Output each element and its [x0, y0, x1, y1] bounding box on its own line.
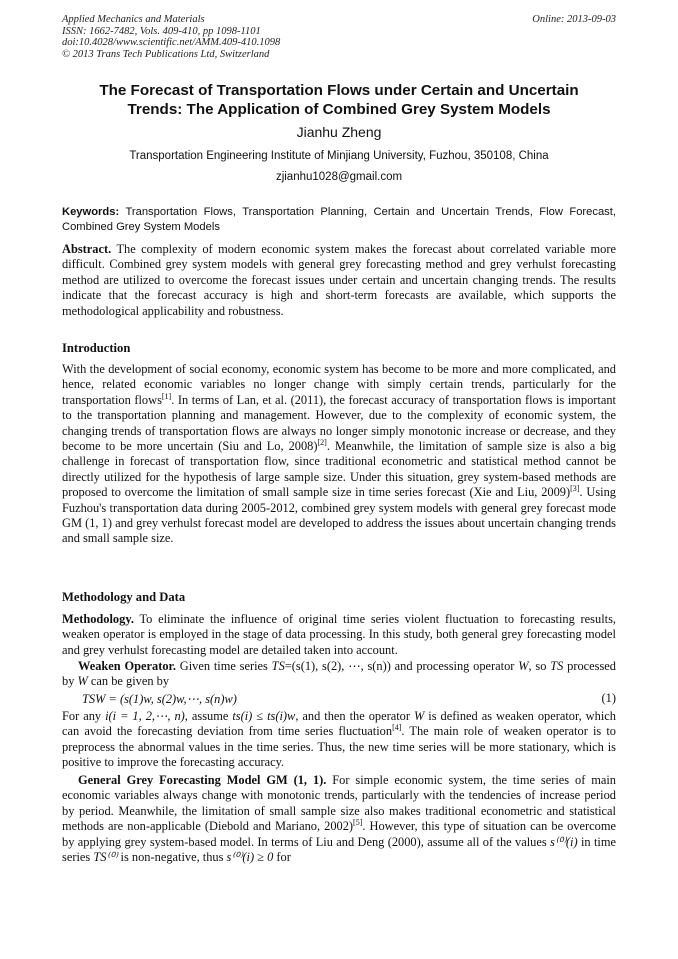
ref-5: [5] — [353, 818, 363, 828]
fa-text-4: is defined as weaken operator, which can avoid the forecasting deviation from time series fluctuation — [62, 709, 616, 739]
equation-1 — [62, 691, 616, 707]
fa-text-2: , assume — [184, 709, 233, 723]
author-name: Jianhu Zheng — [296, 124, 382, 140]
symbol-w-2: W — [77, 674, 88, 689]
copyright-line: © 2013 Trans Tech Publications Ltd, Switzerland — [62, 48, 270, 60]
weaken-operator-label: Weaken Operator. — [78, 659, 176, 673]
methodology-text: To eliminate the influence of original time series violent fluctuation to forecasting results, weaken operator is employed in the stage of data processing. In this study, both general grey forecasting model and grey verhulst forecasting model are detailed taken into account. — [62, 612, 616, 657]
title-line-1: The Forecast of Transportation Flows under Certain and Uncertain — [99, 82, 579, 99]
journal-header — [62, 14, 280, 60]
journal-name: Applied Mechanics and Materials — [62, 14, 205, 25]
doi-line: doi:10.4028/www.scientific.net/AMM.409-410.1098 — [62, 37, 281, 48]
gm-text-1: For simple economic system, the time series of main economic variables always change with monotonic trends, particularly with the tendencies of increase period by period. Meanwhile, the limitation of small sample size also makes traditional econometric and statistical methods are non-applicable (Diebold and Mariano, 2002) — [62, 773, 617, 834]
methodology-heading: Methodology and Data — [62, 590, 186, 604]
ref-3: [3] — [570, 484, 580, 494]
symbol-ts-2: TS — [550, 659, 564, 673]
fa-text-3: , and then the operator — [295, 709, 414, 723]
symbol-ts: TS — [271, 659, 285, 673]
symbol-s0i: s⁽⁰⁾(i) — [550, 834, 578, 849]
gm-model-paragraph — [62, 773, 616, 865]
nonnegative-condition: s⁽⁰⁾(i) ≥ 0 — [226, 850, 274, 865]
wo-text-2: =(s(1), s(2), ⋯, s(n)) and processing operator — [284, 659, 519, 673]
gm-text-5: for — [273, 850, 291, 865]
introduction-paragraph — [62, 362, 616, 547]
fa-text-1: For any — [62, 709, 106, 723]
abstract — [62, 242, 616, 319]
ref-2: [2] — [317, 437, 327, 447]
ref-4: [4] — [392, 723, 402, 733]
keywords-label: Keywords: — [62, 206, 120, 218]
fa-text-5: . The main role of weaken operator is to preprocess the abnormal values in the time series. Thus, the new time series will be more stationary, which is positive to improve the forecasting accuracy. — [62, 724, 616, 770]
methodology-paragraph — [62, 612, 616, 658]
keywords — [62, 205, 616, 235]
intro-text-3: . Meanwhile, the limitation of sample size is also a big challenge in forecast of transportation flow, since traditional econometric and statistical method cannot be directly utilized for the hypothesis of large sample size. Under this situation, grey system-based methods are proposed to overcome the limitation of small sample size in time series forecast (Xie and Liu, 2009) — [62, 439, 616, 500]
index-condition: i(i = 1, 2,⋯, n) — [105, 709, 185, 723]
symbol-w: W — [518, 659, 529, 673]
wo-text-1: Given time series — [175, 659, 272, 673]
issn-line: ISSN: 1662-7482, Vols. 409-410, pp 1098-1101 — [62, 25, 261, 37]
paper-title — [62, 81, 616, 119]
title-line-2: Trends: The Application of Combined Grey System Models — [127, 101, 551, 118]
keywords-text: Transportation Flows, Transportation Planning, Certain and Uncertain Trends, Flow Forecast, Combined Grey System Models — [62, 206, 616, 233]
weaken-condition: ts(i) ≤ ts(i)w — [232, 709, 296, 723]
symbol-ts0: TS⁽⁰⁾ — [93, 850, 118, 865]
symbol-w-3: W — [413, 709, 425, 723]
affiliation: Transportation Engineering Institute of Minjiang University, Fuzhou, 350108, China — [129, 150, 549, 162]
wo-text-5: can be given by — [87, 674, 170, 689]
intro-text-1: With the development of social economy, economic system has become to be more and more complicated, and hence, related economic variables no longer change with simply certain trends, particularly for the transportation flows — [62, 362, 616, 407]
intro-text-4: . Using Fuzhou's transportation data during 2005-2012, combined grey system models with general grey forecast mode GM (1, 1) and grey verhulst forecast model are developed to address the issues about uncertain changing trends and small sample size. — [62, 485, 616, 546]
abstract-label: Abstract. — [62, 242, 112, 256]
weaken-operator-paragraph — [62, 659, 616, 690]
weaken-definition-paragraph — [62, 709, 616, 771]
gm-text-2: . However, this type of situation can be overcome by applying grey system-based model. In terms of Liu and Deng (2000), assume all of the values — [62, 819, 616, 849]
methodology-label: Methodology. — [62, 612, 134, 626]
abstract-text: The complexity of modern economic system makes the forecast about correlated variable more difficult. Combined grey system models with general grey forecasting method and grey verhulst forecasting method are utilized to overcome the forecast issues under certain and uncertain changing trends. The results indicate that the forecast accuracy is high and short-term forecasts are available, which supports the methodological applicability and robustness. — [62, 242, 616, 318]
online-date: Online: 2013-09-03 — [532, 14, 616, 25]
gm-text-4: is non-negative, thus — [117, 850, 227, 865]
intro-text-2: . In terms of Lan, et al. (2011), the forecast accuracy of transportation flows is important to the transportation planning and management. However, due to the complexity of economic system, the changing trends of transportation flows are always no longer simply monotonic increase or decrease, and they become to be more uncertain (Siu and Lo, 2008) — [62, 392, 616, 454]
equation-tsw: TSW = (s(1)w, s(2)w,⋯, s(n)w) — [82, 692, 237, 706]
wo-text-4: processed by — [62, 659, 616, 689]
gm-model-label: General Grey Forecasting Model GM (1, 1). — [78, 773, 327, 787]
equation-number: (1) — [601, 691, 616, 705]
wo-text-3: , so — [528, 659, 551, 673]
author-email: zjianhu1028@gmail.com — [275, 171, 403, 183]
gm-text-3: in time series — [62, 834, 617, 865]
introduction-heading: Introduction — [62, 341, 131, 355]
ref-1: [1] — [161, 391, 172, 401]
